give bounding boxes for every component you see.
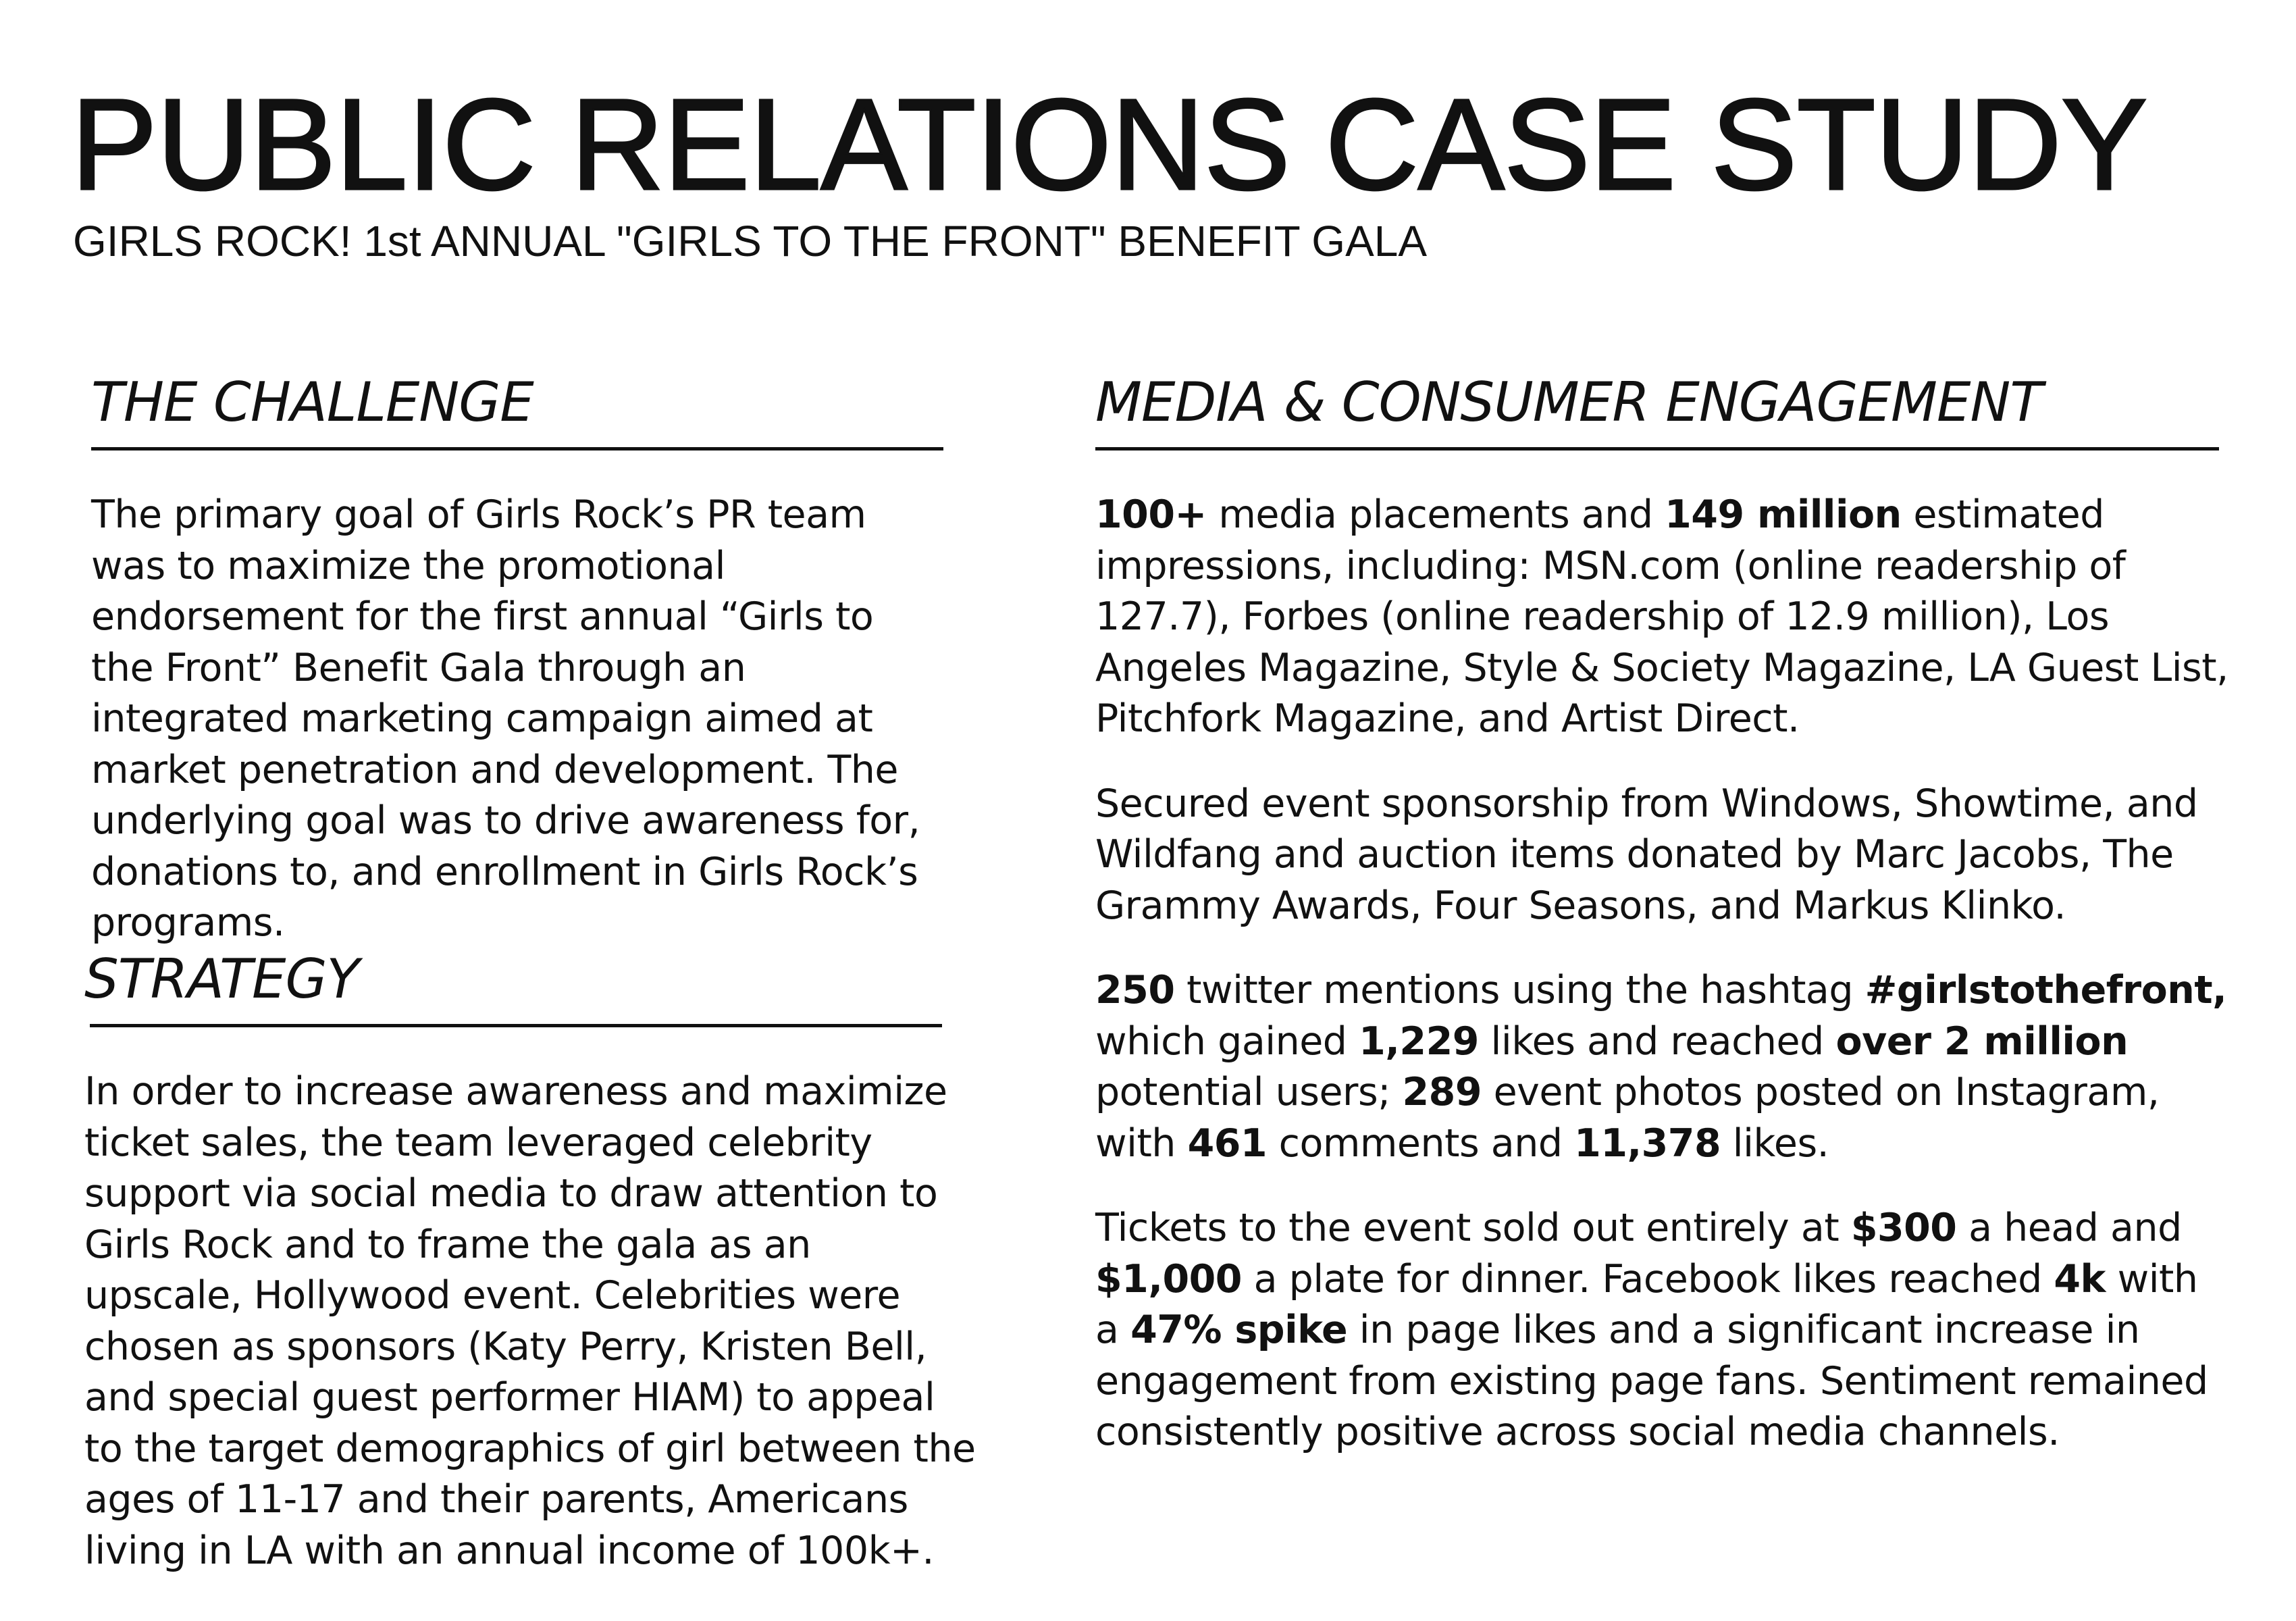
dinner-price: $1,000 <box>1095 1256 1242 1302</box>
strategy-divider <box>90 1024 942 1027</box>
twitter-likes-count: 1,229 <box>1359 1019 1479 1064</box>
strategy-heading: STRATEGY <box>84 948 359 1010</box>
strategy-body: In order to increase awareness and maximize ticket sales, the team leveraged celebrity support via social media to draw attention to Girls Rock and to frame the gala as an upscale, Hollywood event. Celebrities were chosen as sponsors (Katy Perry, Kristen Bell, and special guest performer HIAM) to appeal to the target demographics of girl between the ages of 11-17 and their parents, Americans living in LA with an annual income of 100k+. <box>84 1069 976 1573</box>
challenge-body: The primary goal of Girls Rock’s PR team was to maximize the promotional endorsement for the first annual “Girls to the Front” Benefit Gala through an integrated marketing campaign aimed at market penetration and development. The underlying goal was to drive awareness for, donations to, and enrollment in Girls Rock’s programs. <box>91 492 920 945</box>
media-section <box>1095 371 2230 1492</box>
facebook-likes-count: 4k <box>2054 1256 2106 1302</box>
hashtag: #girlstothefront, <box>1864 968 2227 1012</box>
media-divider <box>1095 447 2219 451</box>
page-likes-spike: 47% spike <box>1130 1308 1348 1352</box>
page-title: PUBLIC RELATIONS CASE STUDY <box>71 72 2147 217</box>
impressions-count: 149 million <box>1665 492 1902 537</box>
challenge-heading: THE CHALLENGE <box>91 371 533 434</box>
twitter-mentions-count: 250 <box>1095 968 1175 1012</box>
ticket-price: $300 <box>1850 1206 1957 1250</box>
reach-count: over 2 million <box>1835 1019 2129 1064</box>
social-paragraph: 250 twitter mentions using the hashtag #girlstothefront, which gained 1,229 likes and reached over 2 million potential users; 289 event photos posted on Instagram, with 461 comments and 11,378 likes. <box>1095 968 2227 1166</box>
instagram-likes-count: 11,378 <box>1574 1121 1721 1166</box>
media-placements-paragraph: 100+ media placements and 149 million estimated impressions, including: MSN.com (online readership of 127.7), Forbes (online readership of 12.9 million), Los Angeles Magazine, Style & Society Magazine, LA Guest List, Pitchfork Magazine, and Artist Direct. <box>1095 492 2228 741</box>
media-heading: MEDIA & CONSUMER ENGAGEMENT <box>1095 371 2043 434</box>
challenge-section <box>91 371 942 983</box>
instagram-comments-count: 461 <box>1187 1121 1268 1166</box>
tickets-paragraph: Tickets to the event sold out entirely at $300 a head and $1,000 a plate for dinner. Facebook likes reached 4k with a 47% spike in page likes and a significant increase in engagement from existing page fans. Sentiment remained consistently positive across social media channels. <box>1095 1206 2208 1454</box>
challenge-divider <box>91 447 943 451</box>
placements-count: 100+ <box>1095 492 1207 537</box>
sponsorship-paragraph: Secured event sponsorship from Windows, Showtime, and Wildfang and auction items donated by Marc Jacobs, The Grammy Awards, Four Seasons, and Markus Klinko. <box>1095 781 2198 928</box>
instagram-photos-count: 289 <box>1402 1070 1482 1114</box>
page-subtitle: GIRLS ROCK! 1st ANNUAL "GIRLS TO THE FRONT" BENEFIT GALA <box>73 217 1428 265</box>
strategy-section <box>84 948 976 1610</box>
